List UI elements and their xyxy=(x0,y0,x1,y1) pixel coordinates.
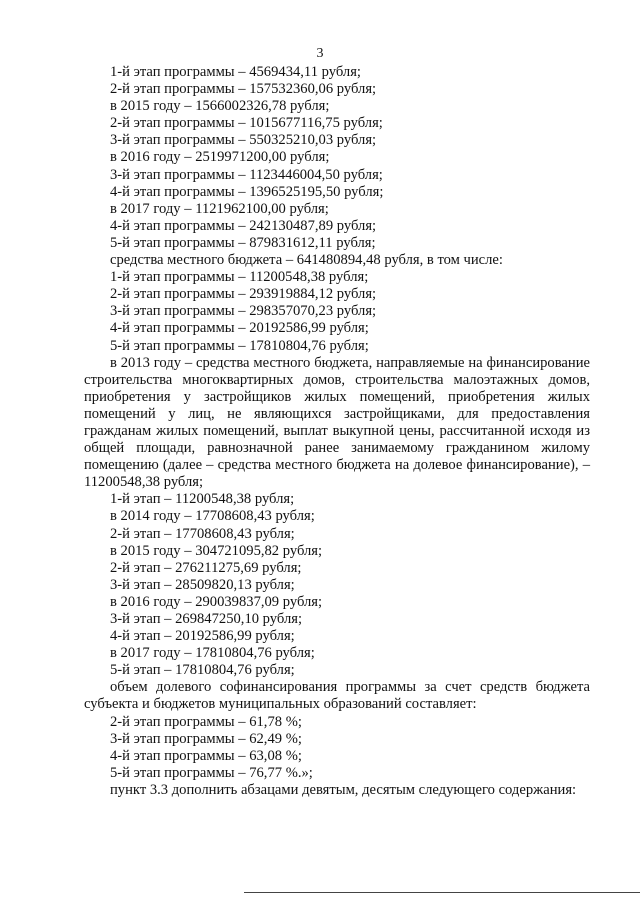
cofinancing-lines xyxy=(84,714,590,782)
text-line: в 2017 году – 1121962100,00 рубля; xyxy=(110,200,329,217)
text-line: средства местного бюджета – 641480894,48 рубля, в том числе: xyxy=(110,252,503,269)
text-line: 5-й этап программы – 879831612,11 рубля; xyxy=(110,234,376,251)
text-line: 4-й этап программы – 20192586,99 рубля; xyxy=(110,320,369,337)
text-line: в 2015 году – 304721095,82 рубля; xyxy=(110,542,323,559)
text-line: в 2016 году – 290039837,09 рубля; xyxy=(110,593,323,610)
text-line: 3-й этап программы – 62,49 %; xyxy=(110,730,302,747)
text-line: 2-й этап – 17708608,43 рубля; xyxy=(110,525,295,542)
text-line: в 2014 году – 17708608,43 рубля; xyxy=(110,508,315,525)
text-line: 2-й этап – 276211275,69 рубля; xyxy=(110,559,302,576)
text-line: 2-й этап программы – 1015677116,75 рубля; xyxy=(110,115,383,132)
budget-lines-block-b xyxy=(84,491,590,679)
paragraph-cofinancing: объем долевого софинансирования программы за счет средств бюджета субъекта и бюджетов муниципальных образований составляет: xyxy=(84,679,590,713)
text-line: 5-й этап программы – 76,77 %.»; xyxy=(110,764,313,781)
text-line: 4-й этап программы – 63,08 %; xyxy=(110,747,302,764)
text-line: в 2016 году – 2519971200,00 рубля; xyxy=(110,149,330,166)
text-line: 4-й этап программы – 1396525195,50 рубля; xyxy=(110,183,384,200)
text-line: 3-й этап программы – 550325210,03 рубля; xyxy=(110,132,377,149)
text-line: 3-й этап программы – 1123446004,50 рубля; xyxy=(110,166,383,183)
text-line: 3-й этап – 28509820,13 рубля; xyxy=(110,576,295,593)
text-line: в 2015 году – 1566002326,78 рубля; xyxy=(110,98,330,115)
document-body xyxy=(84,64,590,799)
budget-lines-block-a xyxy=(84,64,590,355)
text-line: 3-й этап – 269847250,10 рубля; xyxy=(110,611,303,627)
text-line: 2-й этап программы – 61,78 %; xyxy=(110,713,302,730)
text-line: 1-й этап – 11200548,38 рубля; xyxy=(110,491,295,508)
text-line: 4-й этап программы – 242130487,89 рубля; xyxy=(110,217,377,234)
bottom-rule xyxy=(244,892,640,893)
paragraph-2013-local-budget: в 2013 году – средства местного бюджета, направляемые на финансирование строительства многоквартирных домов, строительства малоэтажных домов, приобретения у застройщиков жилых помещений, приобретения жилых помещений у лиц, не являющихся застройщиками, для предоставления гражданам жилых помещений, выплат выкупной цены, рассчитанной исходя из общей площади, равнозначной ранее занимаемому гражданином жилому помещению (далее – средства местного бюджета на долевое финансирование), – 11200548,38 рубля; xyxy=(84,354,590,491)
text-line: 2-й этап программы – 157532360,06 рубля; xyxy=(110,81,377,98)
paragraph-point-3-3: пункт 3.3 дополнить абзацами девятым, десятым следующего содержания: xyxy=(110,781,577,798)
text-line: 4-й этап – 20192586,99 рубля; xyxy=(110,628,295,645)
text-line: 3-й этап программы – 298357070,23 рубля; xyxy=(110,303,377,320)
text-line: 1-й этап программы – 4569434,11 рубля; xyxy=(110,64,361,80)
text-line: 1-й этап программы – 11200548,38 рубля; xyxy=(110,269,369,286)
text-line: 2-й этап программы – 293919884,12 рубля; xyxy=(110,286,377,303)
page-number: 3 xyxy=(316,46,324,61)
text-line: 5-й этап программы – 17810804,76 рубля; xyxy=(110,337,369,354)
text-line: 5-й этап – 17810804,76 рубля; xyxy=(110,662,295,679)
text-line: в 2017 году – 17810804,76 рубля; xyxy=(110,645,315,662)
